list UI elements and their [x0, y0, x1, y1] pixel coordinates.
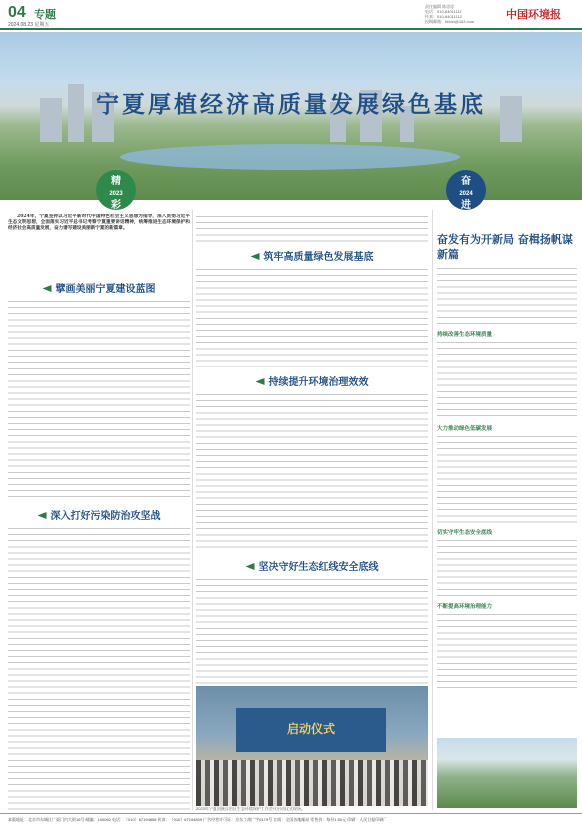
section-3-body [196, 267, 428, 367]
intro-text: 2024年，宁夏坚持以习近平新时代中国特色社会主义思想为指导，深入贯彻习近平生态文明思想，全面落实习近平总书记考察宁夏重要讲话精神，统筹推进生态环境保护和经济社会高质量发展，奋力谱写建设美丽新宁夏的新篇章。 [8, 214, 190, 232]
tag-right [446, 170, 486, 210]
tag-right-top: 奋 [461, 176, 471, 187]
tag-right-bottom: 进 [461, 200, 471, 211]
editor-contact: 责任编辑 陈思思 电话：010-84011111 传真：010-84011112 投稿邮箱：hbbzt@163.com [425, 4, 475, 24]
right-intro-body [437, 266, 577, 326]
tag-left [96, 170, 136, 210]
section-title-1: 擘画美丽宁夏建设蓝图 [8, 280, 190, 295]
section-title-3: 筑牢高质量绿色发展基底 [196, 248, 428, 263]
tag-left-bottom: 彩 [111, 200, 121, 211]
section-title-5: 坚决守好生态红线安全底线 [196, 558, 428, 573]
right-sub-2: 大力推动绿色低碳发展 [437, 426, 493, 432]
middle-column [196, 214, 428, 684]
right-body-4 [437, 612, 577, 692]
right-sub-4: 不断提高环境治理能力 [437, 604, 493, 610]
middle-intro-body [196, 214, 428, 244]
issue-date: 2024.08.23 星期五 [8, 22, 50, 28]
landscape-photo [437, 738, 577, 808]
right-column [437, 266, 577, 736]
photo-caption: 2023年宁夏回族自治区生态环境保护工作会议启动仪式现场。 [196, 806, 305, 811]
tag-right-year: 2024 [459, 191, 473, 197]
stage-screen [236, 708, 386, 752]
banner-photo [0, 32, 582, 200]
right-sub-1: 持续改善生态环境质量 [437, 332, 493, 338]
right-title: 奋发有为开新局 奋楫扬帆谋新篇 [437, 233, 573, 261]
right-body-2 [437, 434, 577, 524]
section-2-body [8, 526, 190, 810]
page-footer: 本版地址：北京市东城区广渠门内大街16号 邮编：100062 电话：（010）67194808 传真：（010）67194809 广告经营许可证：京东工商广字0179号 订阅：全国各地邮局 零售价：每份1.50元 印刷：人民日报印刷厂 [0, 813, 582, 826]
left-column [8, 214, 190, 810]
section-label: 专题 [34, 9, 56, 21]
section-4-body [196, 392, 428, 552]
page-number: 04 [8, 4, 26, 21]
section-title-4: 持续提升环境治理效效 [196, 373, 428, 388]
page-header [0, 0, 582, 30]
right-body-1 [437, 340, 577, 420]
main-title: 宁夏厚植经济高质量发展绿色基底 [96, 92, 486, 118]
right-sub-3: 切实守牢生态安全底线 [437, 530, 493, 536]
section-title-2: 深入打好污染防治攻坚战 [8, 507, 190, 522]
tag-left-top: 精 [111, 176, 121, 187]
section-5-body [196, 577, 428, 684]
newspaper-brand: 中国环境报 [506, 9, 561, 21]
section-1-body [8, 299, 190, 499]
event-photo [196, 686, 428, 806]
tag-left-year: 2023 [109, 191, 123, 197]
right-body-3 [437, 538, 577, 598]
stage-text: 启动仪式 [286, 722, 335, 736]
